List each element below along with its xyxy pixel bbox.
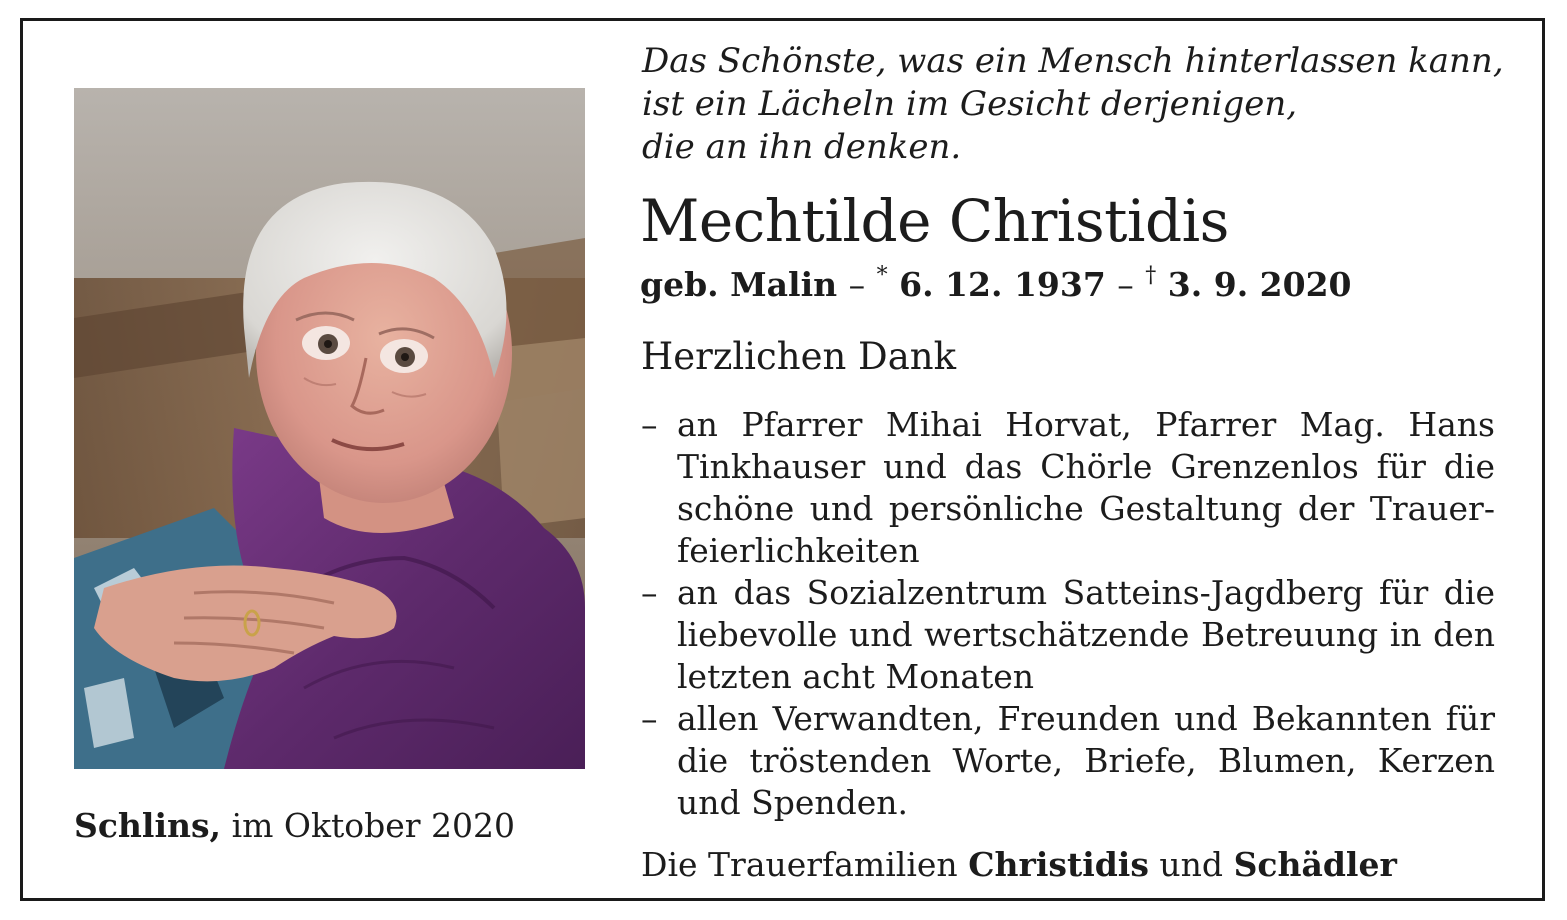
life-dates [640, 265, 1352, 304]
birth-name: geb. Malin [640, 265, 838, 304]
thanks-heading: Herzlichen Dank [641, 335, 957, 378]
signoff-prefix: Die Trauerfamilien [641, 845, 958, 884]
signoff-connector: und [1159, 845, 1224, 884]
list-item-text: an Pfarrer Mihai Horvat, Pfarrer Mag. Hans Tinkhauser und das Chörle Grenzenlos für die schöne und persönliche Gestaltung der Trauerfeierlichkeiten [677, 405, 1495, 570]
family-name-1: Christidis [968, 845, 1149, 884]
death-date: 3. 9. 2020 [1167, 265, 1352, 304]
place-date: im Oktober 2020 [231, 806, 515, 845]
motto-line: Das Schönste, was ein Mensch hinterlassen kann, [642, 41, 1504, 81]
thanks-list [641, 404, 1495, 824]
list-dash: – [641, 405, 658, 444]
birth-mark: * [876, 263, 888, 288]
motto-line: die an ihn denken. [642, 127, 962, 167]
family-signoff [641, 845, 1397, 884]
list-item-text: an das Sozialzentrum Satteins-Jagdberg für die liebevolle und wertschätzende Betreuung in den letzten acht Monaten [677, 573, 1495, 696]
separator-dash: – [1117, 265, 1134, 304]
portrait-illustration [74, 88, 585, 769]
deceased-name: Mechtilde Christidis [640, 187, 1229, 255]
list-dash: – [641, 699, 658, 738]
birth-date: 6. 12. 1937 [899, 265, 1106, 304]
list-item [641, 572, 1495, 698]
death-mark: † [1145, 263, 1157, 288]
list-item [641, 404, 1495, 572]
motto-quote [642, 40, 1504, 169]
family-name-2: Schädler [1233, 845, 1397, 884]
list-item [641, 698, 1495, 824]
list-dash: – [641, 573, 658, 612]
place-date-line [74, 806, 515, 845]
motto-line: ist ein Lächeln im Gesicht derjenigen, [642, 84, 1298, 124]
list-item-text: allen Verwandten, Freunden und Bekannten für die tröstenden Worte, Briefe, Blumen, Kerzen und Spenden. [677, 699, 1495, 822]
place-name: Schlins, [74, 806, 222, 845]
separator-dash: – [848, 265, 866, 304]
portrait-photo [74, 88, 585, 769]
